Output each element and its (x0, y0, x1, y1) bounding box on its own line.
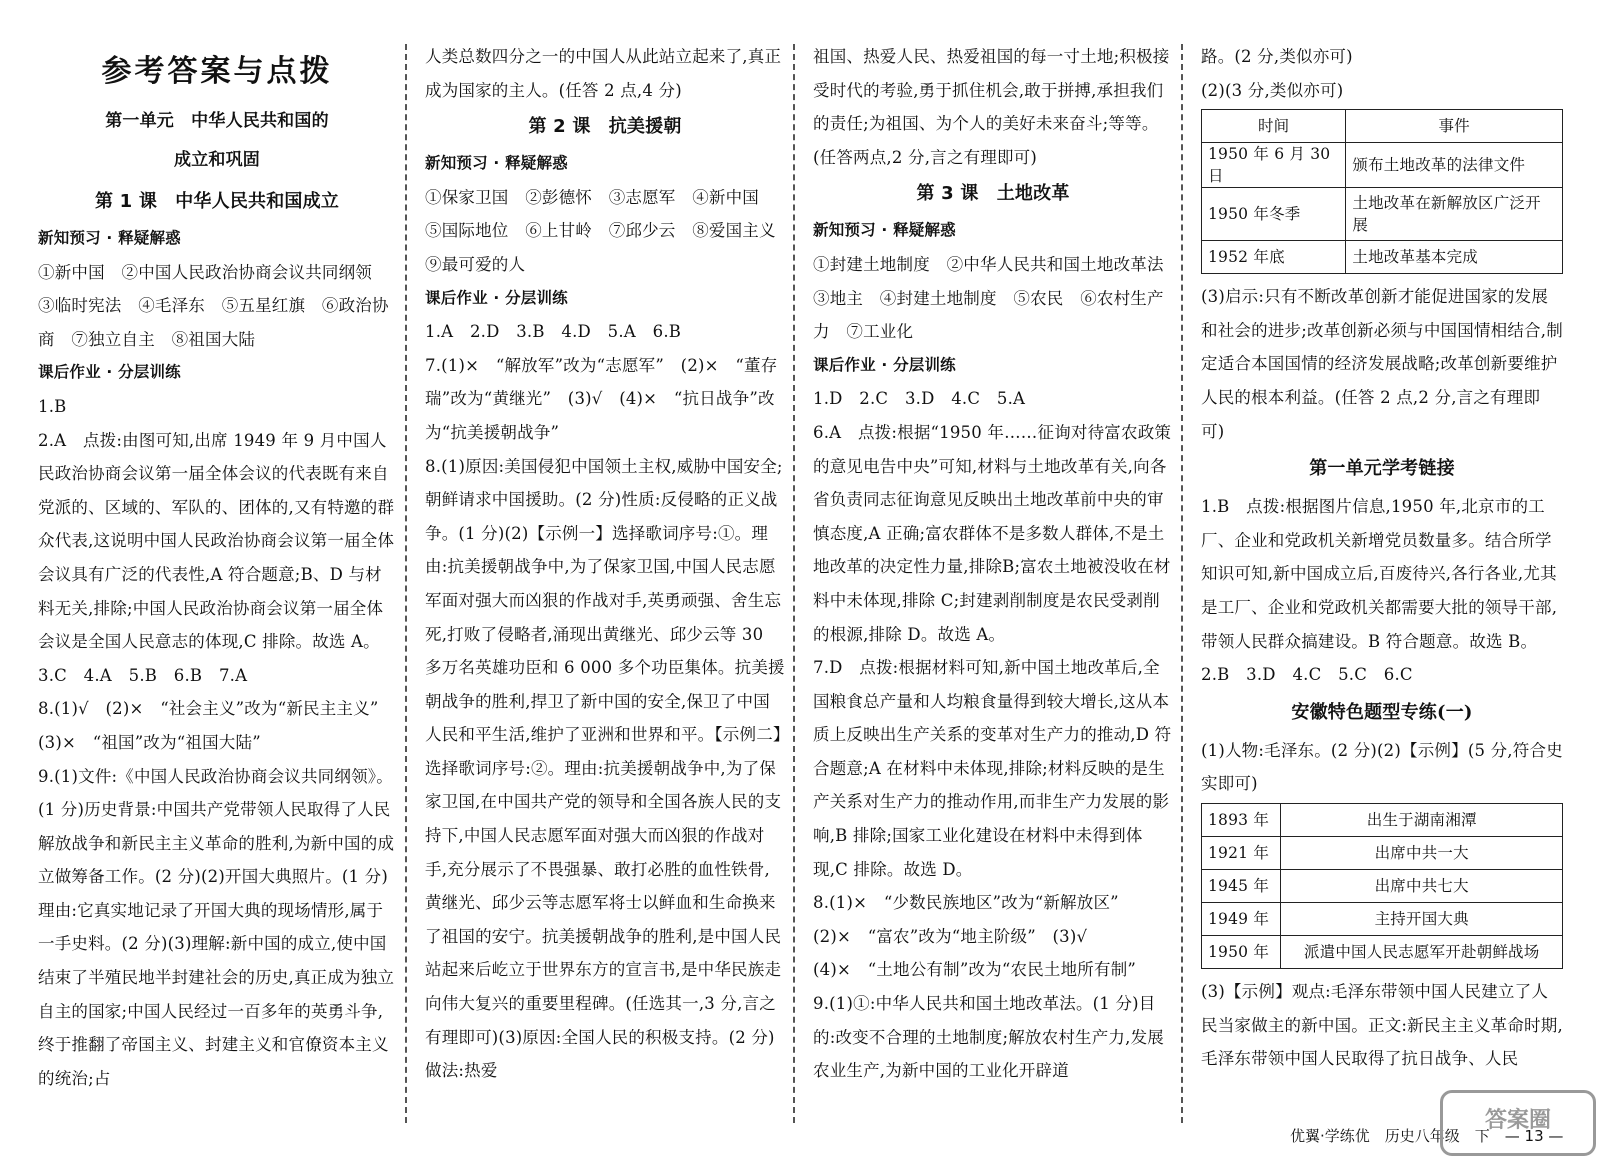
column-divider (1181, 44, 1183, 1123)
table-row (1202, 935, 1563, 968)
answer-text: 1.D 2.C 3.D 4.C 5.A (813, 389, 1026, 409)
answer-text: (2)(3 分,类似亦可) (1201, 80, 1344, 100)
answer-text: 9.(1)文件:《中国人民政治协商会议共同纲领》。(1 分)历史背景:中国共产党带领人民取得了人民解放战争和新民主主义革命的胜利,为新中国的成立做筹备工作。(2 分)(2)开国大典照片。(1 分)理由:它真实地记录了开国大典的现场情形,属于一手史料。(2 分)(3)理解:新中国的成立,使中国结束了半殖民地半封建社会的历史,真正成为独立自主的国家;中国人民经过一百多年的英勇斗争,终于推翻了帝国主义、封建主义和官僚资本主义的统治;占 (38, 766, 395, 1088)
section-label: 新知预习 · 释疑解惑 (813, 221, 956, 240)
answer-text: ①封建土地制度 ②中华人民共和国土地改革法 ③地主 ④封建土地制度 ⑤农民 ⑥农村生产力 ⑦工业化 (813, 254, 1181, 342)
answer-text: 1.B (38, 396, 67, 416)
table-row (1202, 803, 1563, 836)
section-label: 课后作业 · 分层训练 (813, 355, 956, 374)
answer-text: (3)【示例】观点:毛泽东带领中国人民建立了人民当家做主的新中国。正文:新民主主义革命时期,毛泽东带领中国人民取得了抗日战争、人民 (1201, 981, 1563, 1069)
table-cell: 主持开国大典 (1281, 902, 1563, 935)
table-row (1202, 143, 1563, 188)
table-cell: 1950 年冬季 (1202, 188, 1346, 241)
table-cell: 出生于湖南湘潭 (1281, 803, 1563, 836)
table-cell: 1945 年 (1202, 869, 1281, 902)
table-cell: 1950 年 6 月 30 日 (1202, 143, 1346, 188)
answer-text: 2.B 3.D 4.C 5.C 6.C (1201, 665, 1413, 685)
column-divider (405, 44, 407, 1123)
section-label: 课后作业 · 分层训练 (425, 288, 568, 307)
table-cell: 1950 年 (1202, 935, 1281, 968)
table-row (1202, 241, 1563, 274)
answer-text: ①保家卫国 ②彭德怀 ③志愿军 ④新中国 ⑤国际地位 ⑥上甘岭 ⑦邱少云 ⑧爱国主义 ⑨最可爱的人 (425, 187, 793, 274)
answer-text: 9.(1)①:中华人民共和国土地改革法。(1 分)目的:改变不合理的土地制度;解放农村生产力,发展农业生产,为新中国的工业化开辟道 (813, 994, 1164, 1081)
table-cell: 颁布土地改革的法律文件 (1346, 143, 1563, 188)
answer-text: 7.(1)× “解放军”改为“志愿军” (2)× “董存瑞”改为“黄继光” (3)√ (4)× “抗日战争”改为“抗美援朝战争” (425, 355, 778, 442)
answer-text: 8.(1)× “少数民族地区”改为“新解放区” (2)× “富农”改为“地主阶级” (3)√ (4)× “土地公有制”改为“农民土地所有制” (813, 893, 1137, 980)
answer-text: ①新中国 ②中国人民政治协商会议共同纲领 ③临时宪法 ④毛泽东 ⑤五星红旗 ⑥政治协商 ⑦独立自主 ⑧祖国大陆 (38, 262, 389, 349)
answer-text: 6.A 点拨:根据“1950 年……征询对待富农政策的意见电告中央”可知,材料与土地改革有关,向各省负责同志征询意见反映出土地改革前中央的审慎态度,A 正确;富农群体不是多数人群体,不是土地改革的决定性力量,排除B;富农土地被没收在材料中未体现,排除 C;封建剥削制度是农民受剥削的根源,排除 D。故选 A。 (813, 422, 1172, 644)
lesson-heading: 第 1 课 中华人民共和国成立 (94, 191, 340, 212)
answer-text: (1)人物:毛泽东。(2 分)(2)【示例】(5 分,符合史实即可) (1201, 740, 1563, 794)
section-heading: 安徽特色题型专练(一) (1291, 701, 1473, 723)
answer-text: 8.(1)√ (2)× “社会主义”改为“新民主主义” (3)× “祖国”改为“祖国大陆” (38, 699, 396, 752)
table-cell: 1893 年 (1202, 803, 1281, 836)
answer-text: (3)启示:只有不断改革创新才能促进国家的发展和社会的进步;改革创新必须与中国国情相结合,制定适合本国国情的经济发展战略;改革创新要维护人民的根本利益。(任答 2 点,2 分,言之有理即可) (1201, 287, 1563, 441)
unit-heading: 第一单元 中华人民共和国的 (105, 111, 329, 131)
table-cell: 派遣中国人民志愿军开赴朝鲜战场 (1281, 935, 1563, 968)
lesson-heading: 第 3 课 土地改革 (916, 183, 1070, 205)
table-cell: 1952 年底 (1202, 241, 1346, 274)
answer-text: 7.D 点拨:根据材料可知,新中国土地改革后,全国粮食总产量和人均粮食量得到较大增长,这从本质上反映出生产关系的变革对生产力的推动,D 符合题意;A 在材料中未体现,排除;材料反映的是生产关系对生产力的推动作用,而非生产力发展的影响,B 排除;国家工业化建设在材料中未得到体现,C 排除。故选 D。 (813, 658, 1172, 879)
column-4 (1201, 40, 1563, 1123)
page-title: 参考答案与点拨 (101, 54, 333, 89)
answer-text: 祖国、热爱人民、热爱祖国的每一寸土地;积极接受时代的考验,勇于抓住机会,敢于拼搏,承担我们的责任;为祖国、为个人的美好未来奋斗;等等。(任答两点,2 分,言之有理即可) (813, 47, 1170, 167)
table-cell: 出席中共七大 (1281, 869, 1563, 902)
answer-text: 3.C 4.A 5.B 6.B 7.A (38, 665, 248, 685)
table-cell: 土地改革基本完成 (1346, 241, 1563, 274)
answer-text: 8.(1)原因:美国侵犯中国领土主权,威胁中国安全;朝鲜请求中国援助。(2 分)性质:反侵略的正义战争。(1 分)(2)【示例一】选择歌词序号:①。理由:抗美援朝战争中,为了保家卫国,中国人民志愿军面对强大而凶狠的作战对手,英勇顽强、舍生忘死,打败了侵略者,涌现出黄继光、邱少云等 30 多万名英雄功臣和 6 000 多个功臣集体。抗美援朝战争的胜利,捍卫了新中国的安全,保卫了中国人民和平生活,维护了亚洲和世界和平。【示例二】选择歌词序号:②。理由:抗美援朝战争中,为了保家卫国,在中国共产党的领导和全国各族人民的支持下,中国人民志愿军面对强大而凶狠的作战对手,充分展示了不畏强暴、敢打必胜的血性铁骨,黄继光、邱少云等志愿军将士以鲜血和生命换来了祖国的安宁。抗美援朝战争的胜利,是中国人民站起来后屹立于世界东方的宣言书,是中华民族走向伟大复兴的重要里程碑。(任选其一,3 分,言之有理即可)(3)原因:全国人民的积极支持。(2 分)做法:热爱 (425, 456, 785, 1081)
answer-text: 2.A 点拨:由图可知,出席 1949 年 9 月中国人民政治协商会议第一届全体会议的代表既有来自党派的、区域的、军队的、团体的,又有特邀的群众代表,这说明中国人民政治协商会议第一届全体会议具有广泛的代表性,A 符合题意;B、D 与材料无关,排除;中国人民政治协商会议第一届全体会议是全国人民意志的体现,C 排除。故选 A。 (38, 430, 395, 652)
table-header: 事件 (1346, 110, 1563, 143)
mao-timeline-table (1201, 803, 1563, 969)
answer-text: 1.B 点拨:根据图片信息,1950 年,北京市的工厂、企业和党政机关新增党员数量多。结合所学知识可知,新中国成立后,百废待兴,各行各业,尤其是工厂、企业和党政机关都需要大批的领导干部,带领人民群众搞建设。B 符合题意。故选 B。 (1201, 497, 1558, 651)
table-row (1202, 869, 1563, 902)
table-row (1202, 902, 1563, 935)
land-reform-table (1201, 109, 1563, 274)
section-label: 课后作业 · 分层训练 (38, 363, 181, 382)
table-cell: 1949 年 (1202, 902, 1281, 935)
column-divider (793, 44, 795, 1123)
page-footer: 优翼·学练优 历史八年级 下 — 13 — (1290, 1127, 1564, 1145)
answer-text: 1.A 2.D 3.B 4.D 5.A 6.B (425, 322, 682, 342)
table-cell: 1921 年 (1202, 836, 1281, 869)
answer-text: 路。(2 分,类似亦可) (1201, 47, 1353, 66)
table-cell: 土地改革在新解放区广泛开展 (1346, 188, 1563, 241)
table-header: 时间 (1202, 110, 1346, 143)
lesson-heading: 第 2 课 抗美援朝 (528, 116, 682, 138)
unit-heading-line2: 成立和巩固 (174, 150, 260, 170)
answer-text: 人类总数四分之一的中国人从此站立起来了,真正成为国家的主人。(任答 2 点,4 分) (425, 47, 782, 100)
section-label: 新知预习 · 释疑解惑 (425, 154, 568, 173)
table-cell: 出席中共一大 (1281, 836, 1563, 869)
column-1 (38, 40, 396, 1123)
column-2 (425, 40, 793, 1123)
table-row (1202, 188, 1563, 241)
table-row (1202, 836, 1563, 869)
section-heading: 第一单元学考链接 (1309, 458, 1455, 480)
section-label: 新知预习 · 释疑解惑 (38, 229, 181, 247)
watermark-logo: 答案圈 (1440, 1090, 1596, 1156)
column-3 (813, 40, 1181, 1123)
